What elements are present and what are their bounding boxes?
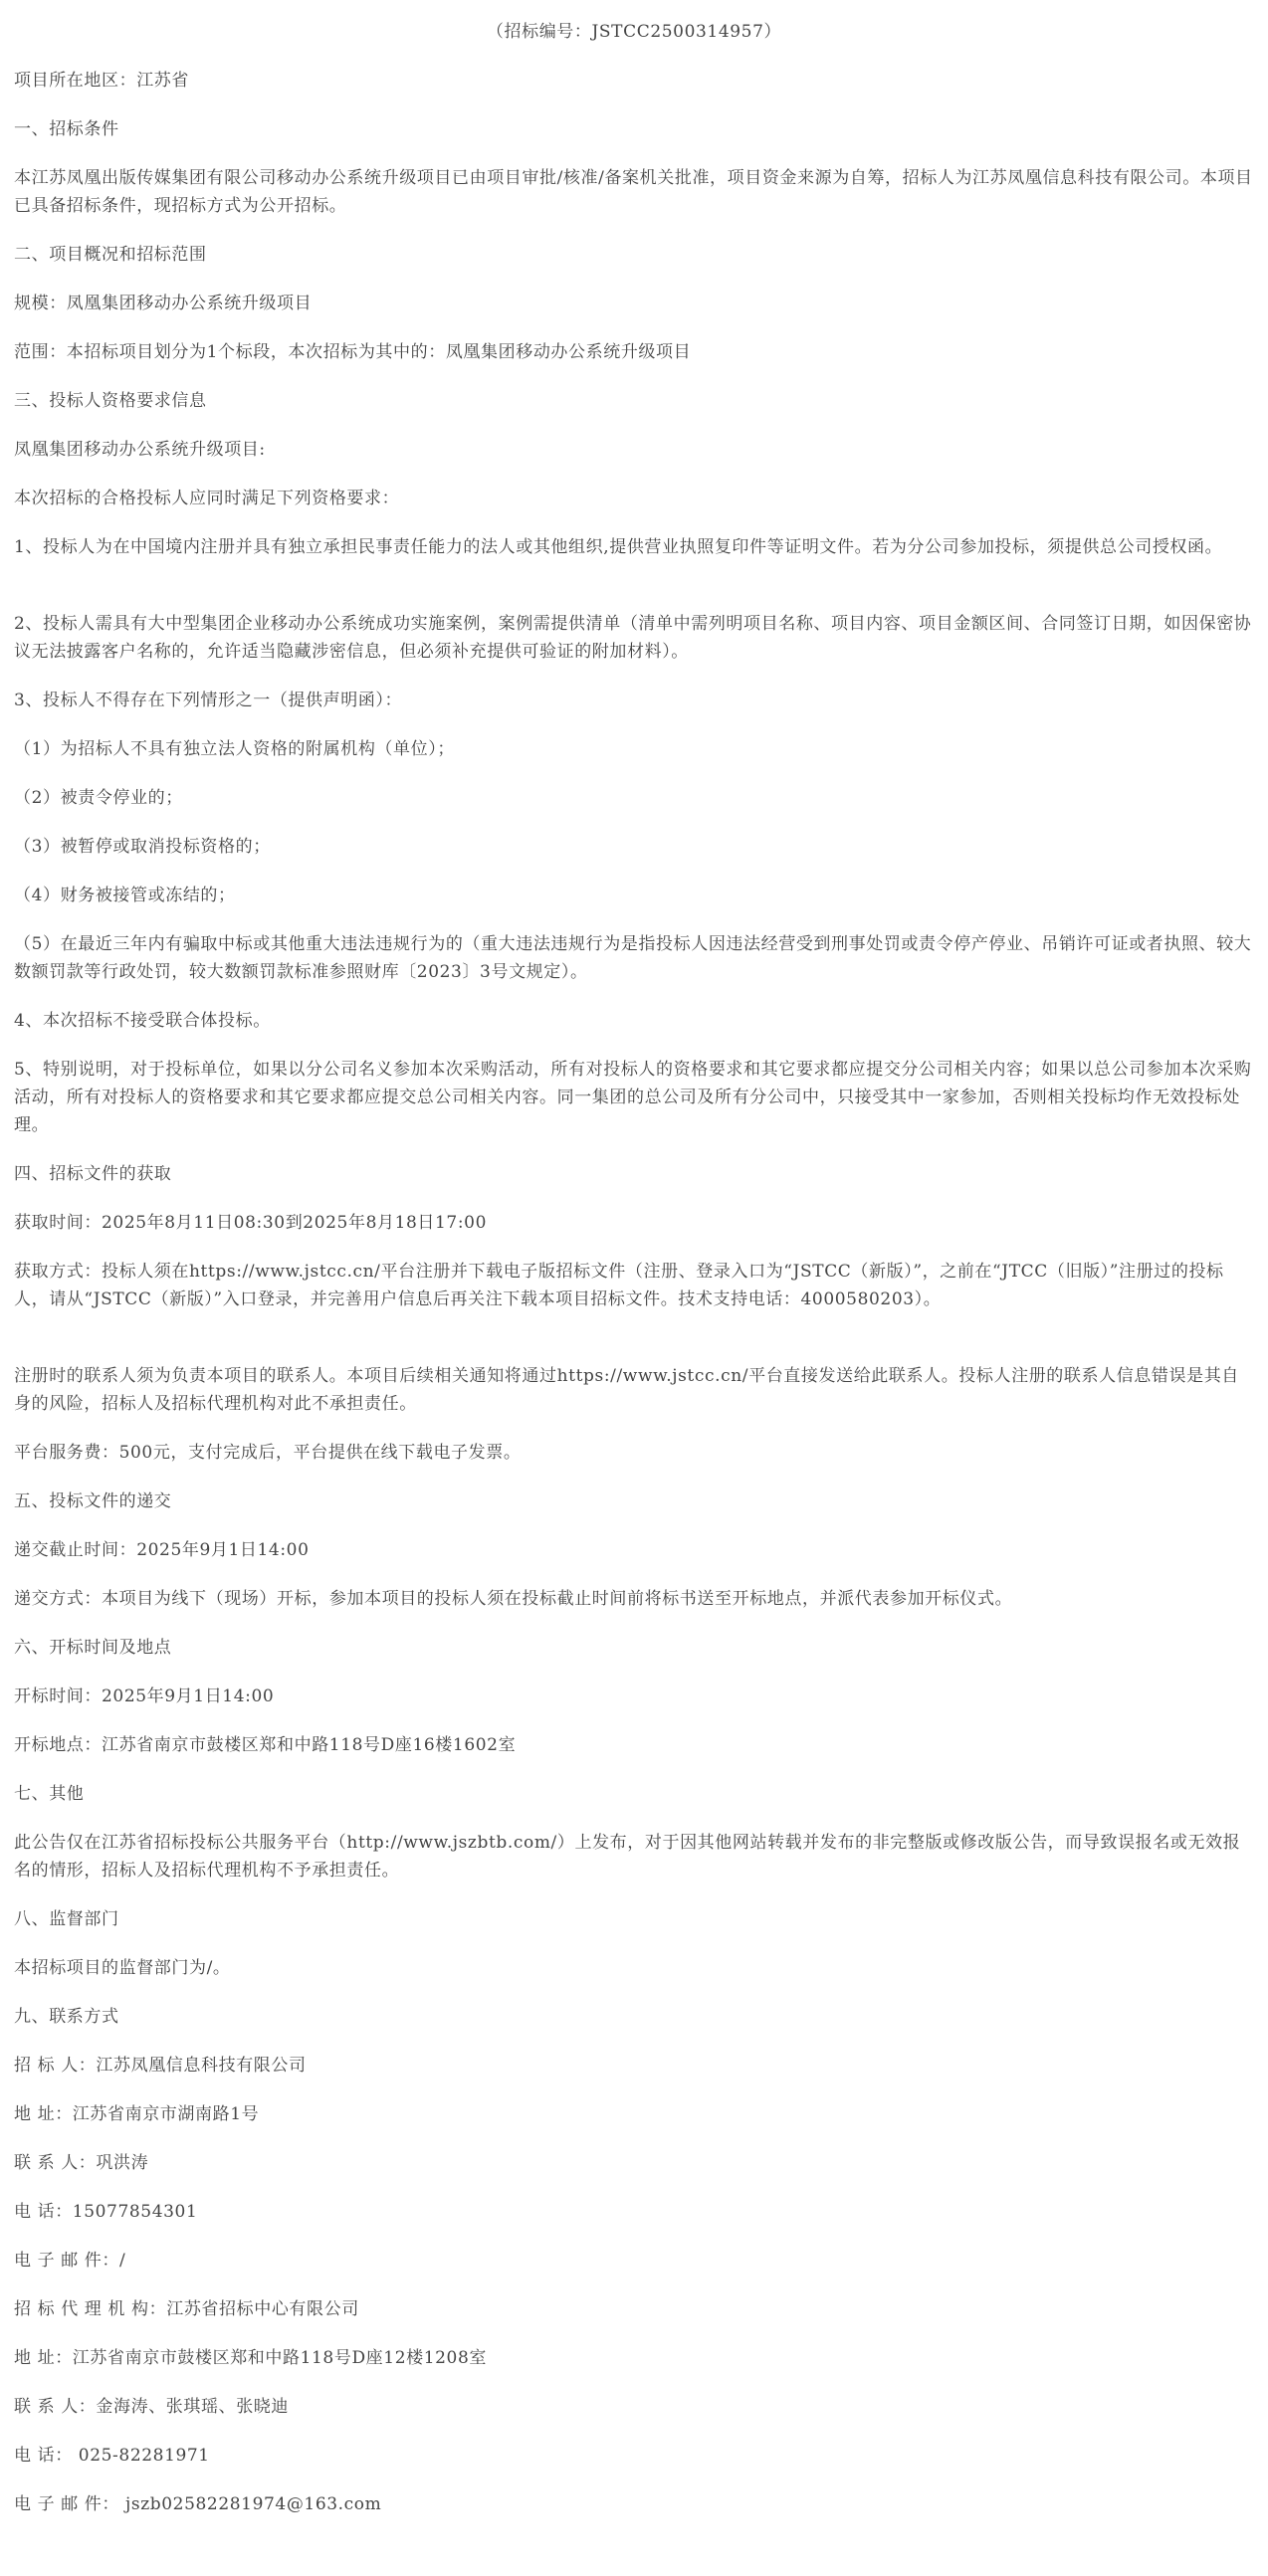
contact-tenderer-person: 联 系 人：巩洪涛 xyxy=(14,2153,149,2173)
section-1-title: 一、招标条件 xyxy=(14,119,119,139)
qualification-requirement-5: 5、特别说明，对于投标单位，如果以分公司名义参加本次采购活动，所有对投标人的资格要求和其它要求都应提交分公司相关内容；如果以总公司参加本次采购活动，所有对投标人的资格要求和其它要求都应提交总公司相关内容。同一集团的总公司及所有分公司中，只接受其中一家参加，否则相关投标均作无效投标处理。 xyxy=(14,1060,1252,1135)
qualification-requirement-1: 1、投标人为在中国境内注册并具有独立承担民事责任能力的法人或其他组织,提供营业执照复印件等证明文件。若为分公司参加投标，须提供总公司授权函。 xyxy=(14,537,1223,557)
qualification-requirement-3: 3、投标人不得存在下列情形之一（提供声明函）： xyxy=(14,691,403,710)
submission-deadline: 递交截止时间：2025年9月1日14:00 xyxy=(14,1540,310,1560)
section-2-title: 二、项目概况和招标范围 xyxy=(14,245,207,265)
contact-tenderer-phone: 电 话：15077854301 xyxy=(14,2202,198,2222)
section-1-paragraph: 本江苏凤凰出版传媒集团有限公司移动办公系统升级项目已由项目审批/核准/备案机关批准，项目资金来源为自筹，招标人为江苏凤凰信息科技有限公司。本项目已具备招标条件，现招标方式为公开招标。 xyxy=(14,168,1253,216)
section-4-title: 四、招标文件的获取 xyxy=(14,1164,172,1184)
opening-time: 开标时间：2025年9月1日14:00 xyxy=(14,1686,275,1706)
qualification-intro: 本次招标的合格投标人应同时满足下列资格要求： xyxy=(14,489,400,508)
section-6-title: 六、开标时间及地点 xyxy=(14,1638,172,1658)
contact-agency-email: 电 子 邮 件： jszb02582281974@163.com xyxy=(14,2494,382,2514)
project-scope: 范围：本招标项目划分为1个标段，本次招标为其中的：凤凰集团移动办公系统升级项目 xyxy=(14,342,692,362)
section-8-title: 八、监督部门 xyxy=(14,1909,119,1929)
section-5-title: 五、投标文件的递交 xyxy=(14,1491,172,1511)
bid-number: （招标编号：JSTCC2500314957） xyxy=(486,22,782,42)
contact-tenderer-email: 电 子 邮 件：/ xyxy=(14,2251,126,2271)
opening-place: 开标地点：江苏省南京市鼓楼区郑和中路118号D座16楼1602室 xyxy=(14,1735,517,1755)
exclusion-item-3: （3）被暂停或取消投标资格的； xyxy=(14,837,271,857)
contact-agency-phone: 电 话： 025-82281971 xyxy=(14,2446,210,2466)
contact-tenderer-address: 地 址：江苏省南京市湖南路1号 xyxy=(14,2104,260,2124)
section-7-title: 七、其他 xyxy=(14,1784,85,1804)
acquisition-method: 获取方式：投标人须在https://www.jstcc.cn/平台注册并下载电子版招标文件（注册、登录入口为“JSTCC（新版）”，之前在“JTCC（旧版）”注册过的投标人，请从“JSTCC（新版）”入口登录，并完善用户信息后再关注下载本项目招标文件。技术支持电话：4000580203）。 xyxy=(14,1262,1224,1309)
publication-notice: 此公告仅在江苏省招标投标公共服务平台（http://www.jszbtb.com/）上发布，对于因其他网站转载并发布的非完整版或修改版公告，而导致误报名或无效报名的情形，招标人及招标代理机构不予承担责任。 xyxy=(14,1833,1241,1881)
section-9-title: 九、联系方式 xyxy=(14,2007,119,2027)
project-scale: 规模：凤凰集团移动办公系统升级项目 xyxy=(14,294,313,313)
submission-method: 递交方式：本项目为线下（现场）开标，参加本项目的投标人须在投标截止时间前将标书送至开标地点，并派代表参加开标仪式。 xyxy=(14,1589,1013,1609)
exclusion-item-4: （4）财务被接管或冻结的； xyxy=(14,886,236,905)
registration-contact-note: 注册时的联系人须为负责本项目的联系人。本项目后续相关通知将通过https://www.jstcc.cn/平台直接发送给此联系人。投标人注册的联系人信息错误是其自身的风险，招标人及招标代理机构对此不承担责任。 xyxy=(14,1366,1239,1414)
acquisition-time: 获取时间：2025年8月11日08:30到2025年8月18日17:00 xyxy=(14,1213,488,1233)
section-3-title: 三、投标人资格要求信息 xyxy=(14,391,207,411)
qualification-requirement-4: 4、本次招标不接受联合体投标。 xyxy=(14,1011,271,1031)
contact-agency: 招 标 代 理 机 构：江苏省招标中心有限公司 xyxy=(14,2299,359,2319)
contact-agency-address: 地 址：江苏省南京市鼓楼区郑和中路118号D座12楼1208室 xyxy=(14,2348,487,2368)
exclusion-item-5: （5）在最近三年内有骗取中标或其他重大违法违规行为的（重大违法违规行为是指投标人因违法经营受到刑事处罚或责令停产停业、吊销许可证或者执照、较大数额罚款等行政处罚，较大数额罚款标准参照财库〔2023〕3号文规定）。 xyxy=(14,934,1252,982)
qualification-project-name: 凤凰集团移动办公系统升级项目: xyxy=(14,440,266,460)
contact-tenderer: 招 标 人：江苏凤凰信息科技有限公司 xyxy=(14,2056,307,2076)
project-region: 项目所在地区：江苏省 xyxy=(14,71,189,91)
contact-agency-person: 联 系 人：金海涛、张琪瑶、张晓迪 xyxy=(14,2397,290,2417)
qualification-requirement-2: 2、投标人需具有大中型集团企业移动办公系统成功实施案例，案例需提供清单（清单中需列明项目名称、项目内容、项目金额区间、合同签订日期，如因保密协议无法披露客户名称的，允许适当隐藏涉密信息，但必须补充提供可验证的附加材料）。 xyxy=(14,614,1252,662)
platform-service-fee: 平台服务费：500元，支付完成后，平台提供在线下载电子发票。 xyxy=(14,1443,522,1463)
exclusion-item-1: （1）为招标人不具有独立法人资格的附属机构（单位）； xyxy=(14,739,455,759)
supervision-department: 本招标项目的监督部门为/。 xyxy=(14,1958,231,1978)
exclusion-item-2: （2）被责令停业的； xyxy=(14,788,183,808)
